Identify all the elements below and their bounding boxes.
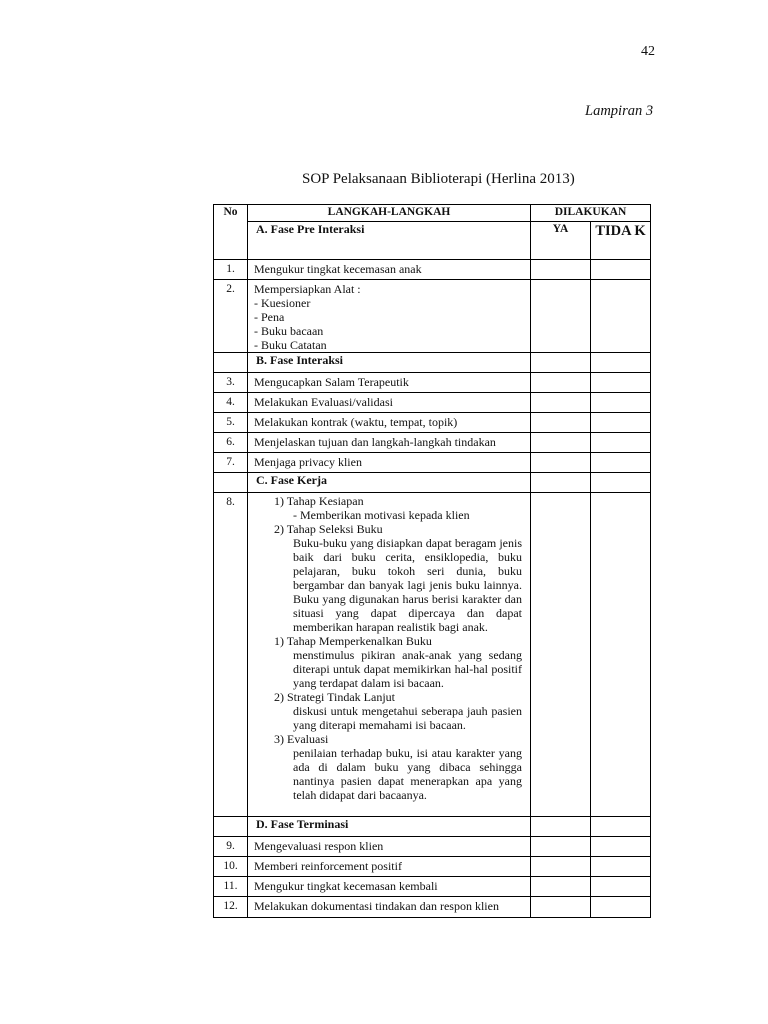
check-yes-cell — [531, 260, 591, 280]
check-yes-cell — [531, 413, 591, 433]
row-number: 11. — [214, 877, 248, 897]
row-number: 3. — [214, 373, 248, 393]
check-no-cell — [591, 433, 651, 453]
table-row — [214, 453, 651, 473]
stage-evaluation-title: 3) Evaluasi — [274, 732, 329, 746]
page-number: 42 — [641, 44, 655, 59]
header-steps: LANGKAH-LANGKAH — [248, 205, 531, 222]
stage-book-introduction-title: 1) Tahap Memperkenalkan Buku — [274, 634, 432, 648]
step-text: Memberi reinforcement positif — [248, 857, 531, 877]
check-yes-cell — [531, 817, 591, 837]
table-row — [214, 433, 651, 453]
row-number: 5. — [214, 413, 248, 433]
stage-readiness-title: 1) Tahap Kesiapan — [274, 494, 364, 508]
table-row — [214, 837, 651, 857]
phase-termination: D. Fase Terminasi — [248, 817, 531, 837]
empty-number-cell — [214, 473, 248, 493]
check-no-cell — [591, 280, 651, 353]
phase-pre-interaction: A. Fase Pre Interaksi — [248, 222, 531, 260]
phase-interaction: B. Fase Interaksi — [248, 353, 531, 373]
check-yes-cell — [531, 493, 591, 817]
stage-book-selection-title: 2) Tahap Seleksi Buku — [274, 522, 383, 536]
check-no-cell — [591, 817, 651, 837]
check-yes-cell — [531, 473, 591, 493]
step-cell — [248, 280, 531, 353]
stage-follow-up-title: 2) Strategi Tindak Lanjut — [274, 690, 395, 704]
check-no-cell — [591, 260, 651, 280]
step-text: Menjelaskan tujuan dan langkah-langkah tindakan — [248, 433, 531, 453]
phase-work: C. Fase Kerja — [248, 473, 531, 493]
header-done: DILAKUKAN — [531, 205, 651, 222]
row-number: 7. — [214, 453, 248, 473]
row-number: 6. — [214, 433, 248, 453]
appendix-label: Lampiran 3 — [585, 103, 654, 119]
row-number: 4. — [214, 393, 248, 413]
work-phase-steps — [248, 493, 531, 817]
check-yes-cell — [531, 897, 591, 918]
check-no-cell — [591, 453, 651, 473]
check-no-cell — [591, 473, 651, 493]
header-yes: YA — [531, 222, 591, 260]
check-yes-cell — [531, 857, 591, 877]
step-text: Mengevaluasi respon klien — [248, 837, 531, 857]
table-row — [214, 280, 651, 353]
row-number: 10. — [214, 857, 248, 877]
row-number: 12. — [214, 897, 248, 918]
table-row — [214, 493, 651, 817]
check-no-cell — [591, 857, 651, 877]
step-text: Melakukan dokumentasi tindakan dan respon klien — [248, 897, 531, 918]
step-text: Melakukan kontrak (waktu, tempat, topik) — [248, 413, 531, 433]
row-number: 1. — [214, 260, 248, 280]
check-no-cell — [591, 413, 651, 433]
check-yes-cell — [531, 353, 591, 373]
check-yes-cell — [531, 433, 591, 453]
stage-readiness-body: - Memberikan motivasi kepada klien — [293, 508, 470, 522]
check-yes-cell — [531, 373, 591, 393]
stage-evaluation-body: penilaian terhadap buku, isi atau karakter yang ada di dalam buku yang dibaca sehingga nantinya pasien dapat menerapkan apa yang telah didapat dari bacaanya. — [293, 746, 522, 802]
table-row — [214, 897, 651, 918]
row-number: 2. — [214, 280, 248, 353]
check-yes-cell — [531, 393, 591, 413]
header-not-done: TIDA K — [591, 222, 651, 260]
step-text: Melakukan Evaluasi/validasi — [248, 393, 531, 413]
check-no-cell — [591, 353, 651, 373]
step-text: Menjaga privacy klien — [248, 453, 531, 473]
check-yes-cell — [531, 837, 591, 857]
stage-book-selection-body: Buku-buku yang disiapkan dapat beragam jenis baik dari buku cerita, ensiklopedia, buku pelajaran, buku tokoh seri dunia, buku bergambar dan banyak lagi jenis buku lainnya. Buku yang digunakan harus berisi karakter dan situasi yang dapat dipercaya dan dapat memberikan harapan realistik bagi anak. — [293, 536, 522, 634]
list-item: - Kuesioner — [254, 296, 311, 310]
check-yes-cell — [531, 453, 591, 473]
row-number: 8. — [214, 493, 248, 817]
list-item: - Pena — [254, 310, 285, 324]
list-item: - Buku Catatan — [254, 338, 327, 352]
step-text: Mengukur tingkat kecemasan anak — [248, 260, 531, 280]
check-no-cell — [591, 877, 651, 897]
check-no-cell — [591, 837, 651, 857]
tool-list — [254, 296, 524, 352]
sop-table — [213, 204, 651, 918]
check-no-cell — [591, 373, 651, 393]
empty-number-cell — [214, 817, 248, 837]
stage-follow-up-body: diskusi untuk mengetahui seberapa jauh pasien yang diterapi memahami isi bacaan. — [293, 704, 522, 732]
check-yes-cell — [531, 877, 591, 897]
table-row — [214, 877, 651, 897]
row-number: 9. — [214, 837, 248, 857]
table-row — [214, 857, 651, 877]
header-no: No — [214, 205, 248, 260]
step-text: Mempersiapkan Alat : — [254, 282, 361, 296]
table-row — [214, 260, 651, 280]
document-title: SOP Pelaksanaan Biblioterapi (Herlina 2013) — [302, 171, 575, 187]
check-no-cell — [591, 897, 651, 918]
step-text: Mengukur tingkat kecemasan kembali — [248, 877, 531, 897]
table-row — [214, 413, 651, 433]
empty-number-cell — [214, 353, 248, 373]
table-row — [214, 393, 651, 413]
check-no-cell — [591, 393, 651, 413]
step-text: Mengucapkan Salam Terapeutik — [248, 373, 531, 393]
table-row — [214, 373, 651, 393]
list-item: - Buku bacaan — [254, 324, 324, 338]
check-yes-cell — [531, 280, 591, 353]
check-no-cell — [591, 493, 651, 817]
stage-book-introduction-body: menstimulus pikiran anak-anak yang sedang diterapi untuk dapat memikirkan hal-hal positif yang terdapat dalam isi bacaan. — [293, 648, 522, 690]
